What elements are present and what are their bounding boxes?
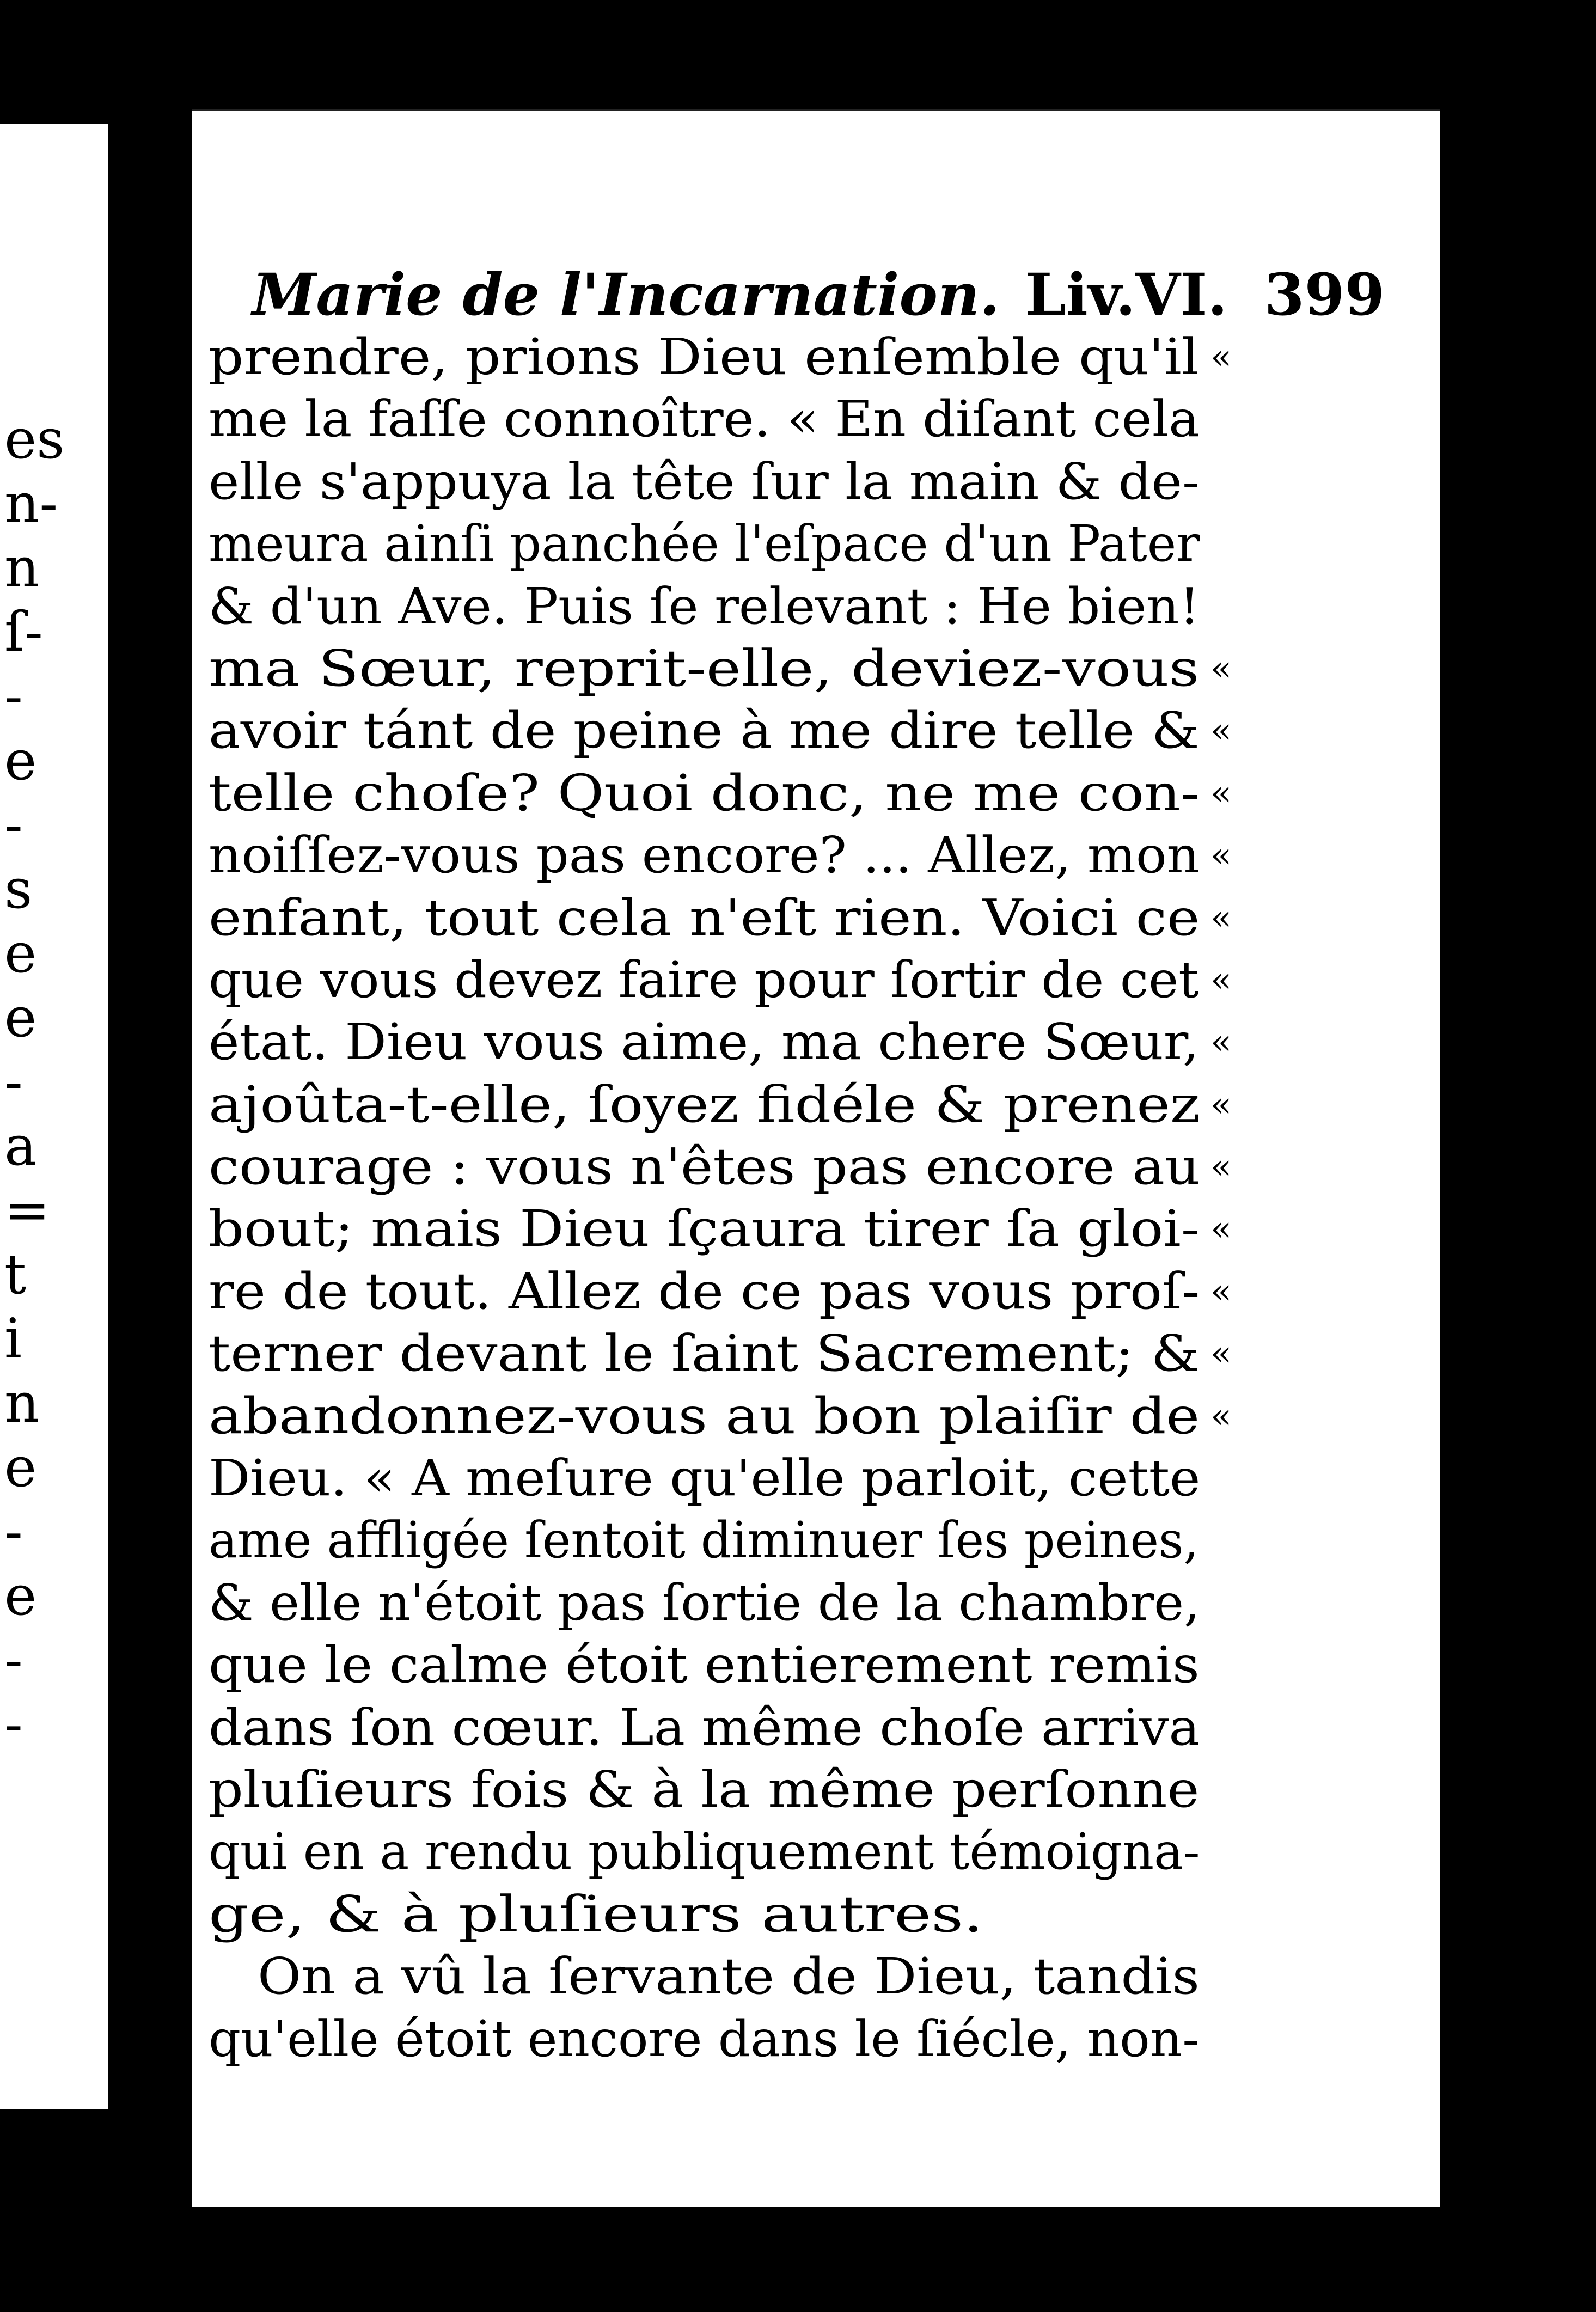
- line-text: meura ainſi panchée l'eſpace d'un Pater: [209, 515, 1200, 573]
- quotation-marker: «: [1210, 1271, 1232, 1312]
- text-line: [209, 1136, 1407, 1198]
- text-line: [209, 887, 1407, 949]
- left-page-fragment: t: [4, 1243, 27, 1306]
- left-page-fragment: -: [4, 1628, 23, 1692]
- line-text: Dieu. « A meſure qu'elle parloit, cette: [209, 1449, 1201, 1508]
- quotation-marker: «: [1210, 1334, 1232, 1374]
- line-text: & d'un Ave. Puis ſe relevant : He bien!: [209, 577, 1200, 635]
- quotation-marker: «: [1210, 773, 1232, 814]
- book-page: [192, 109, 1440, 2207]
- left-page-fragment: e: [4, 729, 37, 792]
- line-text: noiſſez-vous pas encore? ... Allez, mon: [209, 826, 1200, 885]
- line-text: qu'elle étoit encore dans le ſiécle, non-: [209, 2009, 1200, 2068]
- quotation-marker: «: [1210, 897, 1232, 938]
- left-page-fragment: e: [4, 1435, 37, 1499]
- running-head-book: Liv.VI.: [1025, 260, 1228, 328]
- left-page-fragment: ſ-: [4, 600, 43, 664]
- page-number: 399: [1264, 260, 1385, 328]
- left-page-fragment: e: [4, 921, 37, 985]
- running-head-title: Marie de l'Incarnation.: [252, 260, 1000, 328]
- text-line: [209, 1509, 1407, 1571]
- text-line: [209, 1759, 1407, 1821]
- text-line: [209, 1697, 1407, 1759]
- text-line: [209, 388, 1407, 450]
- line-text: re de tout. Allez de ce pas vous proſ-: [209, 1262, 1200, 1320]
- left-page-fragment: es: [4, 407, 65, 471]
- line-text: abandonnez-vous au bon plaiſir de: [209, 1386, 1200, 1445]
- text-line: [209, 762, 1407, 824]
- line-text: On a vû la ſervante de Dieu, tandis: [258, 1947, 1200, 2006]
- line-text: elle s'appuya la tête ſur la main & de-: [209, 452, 1200, 511]
- left-page-fragment: -: [4, 1500, 23, 1563]
- line-text: état. Dieu vous aime, ma chere Sœur,: [209, 1013, 1200, 1072]
- line-text: qui en a rendu publiquement témoigna-: [209, 1822, 1200, 1881]
- quotation-marker: «: [1210, 835, 1232, 876]
- line-text: que le calme étoit entierement remis: [209, 1636, 1200, 1695]
- text-line: [209, 576, 1407, 638]
- text-line: [209, 1572, 1407, 1634]
- left-page-fragment: i: [4, 1307, 22, 1371]
- text-line: [209, 1074, 1407, 1136]
- text-line: [209, 451, 1407, 513]
- text-line: [209, 700, 1407, 762]
- line-text: bout; mais Dieu ſçaura tirer ſa gloi-: [209, 1200, 1200, 1258]
- line-text: ame affligée ſentoit diminuer ſes peines,: [209, 1511, 1199, 1570]
- line-text: courage : vous n'êtes pas encore au: [209, 1137, 1200, 1196]
- line-text: avoir tánt de peine à me dire telle &: [209, 701, 1200, 760]
- text-line: [209, 326, 1407, 388]
- quotation-marker: «: [1210, 337, 1232, 377]
- text-line: [209, 824, 1407, 886]
- text-line: [209, 1821, 1407, 1883]
- text-line: [209, 638, 1407, 700]
- left-page-fragment: -: [4, 664, 23, 728]
- left-page-fragment: e: [4, 1564, 37, 1628]
- text-line: [209, 1261, 1407, 1323]
- page-text: [209, 326, 1407, 2070]
- quotation-marker: «: [1210, 959, 1232, 1000]
- left-page-fragment: e: [4, 986, 37, 1049]
- text-line: [209, 1883, 1407, 1946]
- left-page-fragment: s: [4, 857, 33, 921]
- left-page-fragment: -: [4, 1692, 23, 1756]
- running-head: [252, 259, 1385, 330]
- quotation-marker: «: [1210, 648, 1232, 689]
- text-line: [209, 1385, 1407, 1447]
- text-line: [209, 949, 1407, 1011]
- text-line: [209, 1323, 1407, 1385]
- left-page-fragments: [0, 407, 109, 1757]
- line-text: enfant, tout cela n'eſt rien. Voici ce: [209, 888, 1200, 947]
- left-page-fragment: -: [4, 1050, 23, 1114]
- quotation-marker: «: [1210, 1396, 1232, 1436]
- line-text: terner devant le ſaint Sacrement; &: [209, 1324, 1200, 1383]
- line-text: ma Sœur, reprit-elle, deviez-vous: [209, 639, 1200, 698]
- quotation-marker: «: [1210, 1022, 1232, 1063]
- line-text: telle choſe? Quoi donc, ne me con-: [209, 763, 1200, 822]
- text-line: [209, 513, 1407, 575]
- line-text: ajoûta-t-elle, ſoyez fidéle & prenez: [209, 1075, 1200, 1134]
- line-text: me la faſſe connoître. « En diſant cela: [209, 390, 1200, 449]
- text-line: [209, 1011, 1407, 1073]
- text-line: [209, 1447, 1407, 1509]
- line-text: pluſieurs fois & à la même perſonne: [209, 1760, 1200, 1819]
- book-gutter: [108, 120, 192, 2183]
- text-line: [209, 1634, 1407, 1696]
- left-page-fragment: =: [4, 1178, 50, 1242]
- text-line: [209, 1946, 1407, 2008]
- left-page-fragment: a: [4, 1114, 37, 1178]
- left-page-fragment: n-: [4, 472, 58, 535]
- line-text: prendre, prions Dieu enſemble qu'il: [209, 328, 1199, 386]
- line-text: ge, & à pluſieurs autres.: [209, 1885, 983, 1943]
- quotation-marker: «: [1210, 1147, 1232, 1188]
- quotation-marker: «: [1210, 1209, 1232, 1250]
- line-text: & elle n'étoit pas ſortie de la chambre,: [209, 1573, 1200, 1632]
- left-page-fragment: n: [4, 1371, 40, 1435]
- text-line: [209, 1198, 1407, 1260]
- text-line: [209, 2008, 1407, 2070]
- line-text: que vous devez faire pour ſortir de cet: [209, 950, 1199, 1009]
- quotation-marker: «: [1210, 1084, 1232, 1125]
- left-page-fragment: -: [4, 793, 23, 857]
- line-text: dans ſon cœur. La même choſe arriva: [209, 1698, 1200, 1757]
- quotation-marker: «: [1210, 711, 1232, 751]
- left-page-fragment: n: [4, 536, 40, 600]
